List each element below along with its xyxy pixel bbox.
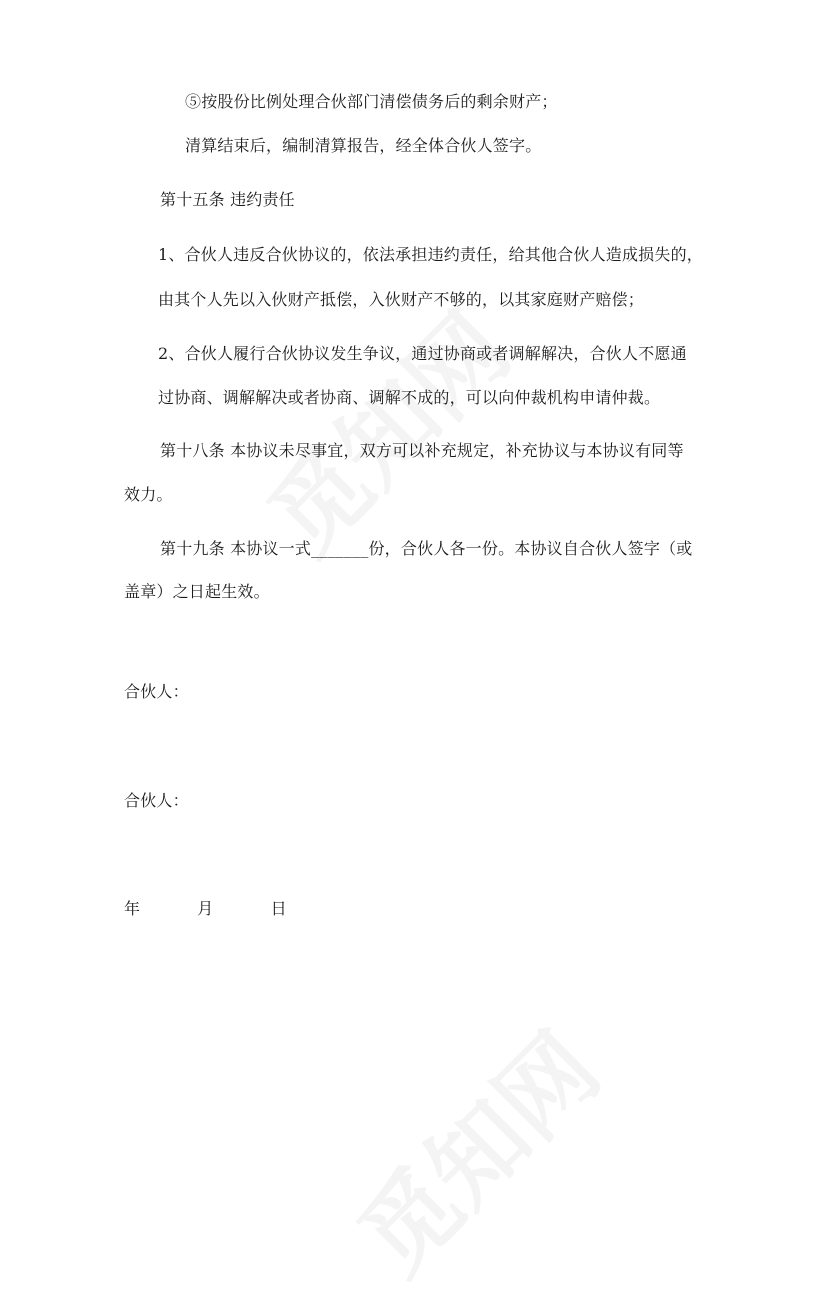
date-day-label: 日 — [270, 899, 287, 918]
article-19-line-1: 第十九条 本协议一式_______份，合伙人各一份。本协议自合伙人签字（或 — [160, 539, 693, 558]
liquidation-report: 清算结束后，编制清算报告，经全体合伙人签字。 — [185, 136, 542, 155]
liquidation-item-5: ⑤按股份比例处理合伙部门清偿债务后的剩余财产； — [185, 92, 558, 111]
watermark — [324, 998, 625, 1299]
article-19-line-2: 盖章）之日起生效。 — [124, 582, 270, 601]
watermark — [234, 278, 535, 579]
date-line — [124, 898, 287, 920]
date-year-label: 年 — [124, 899, 141, 918]
article-15-item-2-line-2: 过协商、调解解决或者协商、调解不成的，可以向仲裁机构申请仲裁。 — [158, 388, 661, 407]
article-18-line-2: 效力。 — [124, 485, 173, 504]
date-month-label: 月 — [197, 899, 214, 918]
article-15-item-1-line-1: 1、合伙人违反合伙协议的，依法承担违约责任，给其他合伙人造成损失的， — [158, 245, 703, 264]
article-15-item-1-line-2: 由其个人先以入伙财产抵偿，入伙财产不够的，以其家庭财产赔偿； — [158, 290, 645, 309]
partner-signature-label: 合伙人： — [124, 791, 189, 810]
article-15-item-2-line-1: 2、合伙人履行合伙协议发生争议，通过协商或者调解解决，合伙人不愿通 — [158, 344, 687, 363]
article-15-title: 第十五条 违约责任 — [160, 190, 295, 209]
partner-signature-label: 合伙人： — [124, 682, 189, 701]
article-18-line-1: 第十八条 本协议未尽事宜，双方可以补充规定，补充协议与本协议有同等 — [160, 441, 684, 460]
